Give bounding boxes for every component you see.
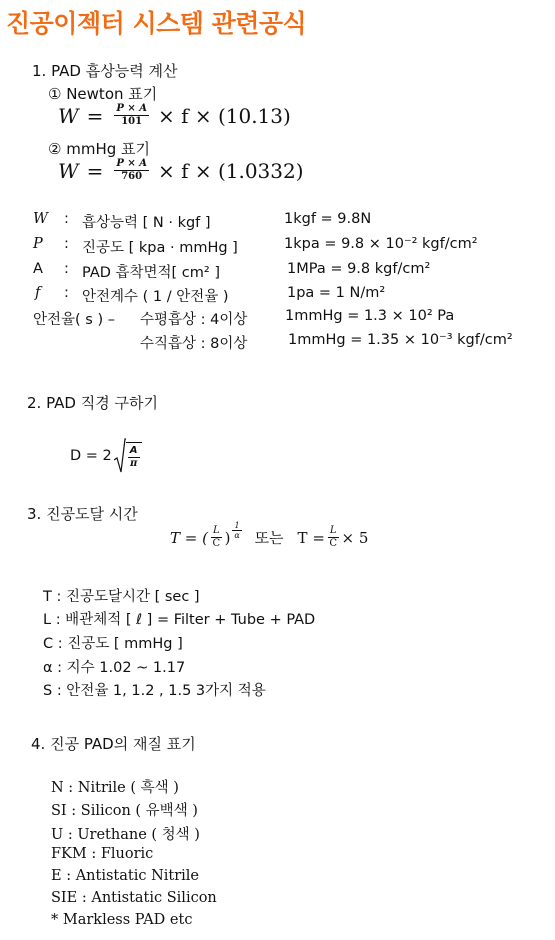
eq2-numerator: P × A — [116, 158, 147, 169]
sqrt-denominator: π — [129, 458, 138, 469]
def-desc: 흡상능력 [ N · kgf ] — [82, 215, 211, 231]
diameter-formula — [70, 438, 142, 474]
page-title: 진공이젝터 시스템 관련공식 — [6, 9, 307, 38]
time-lhs-2: T = — [297, 528, 325, 547]
or-label: 또는 — [254, 529, 284, 547]
material-item: FKM : Fluoric — [51, 846, 154, 862]
def-symbol: f — [35, 285, 41, 301]
time-def: L : 배관체적 [ ℓ ] = Filter + Tube + PAD — [43, 612, 316, 628]
def-row — [35, 285, 40, 301]
time-exponent — [232, 521, 241, 540]
def-desc: 진공도 [ kpa · mmHg ] — [82, 240, 238, 256]
time-numerator: L — [212, 525, 220, 536]
time-def: C : 진공도 [ mmHg ] — [43, 636, 183, 652]
time-def: α : 지수 1.02 ~ 1.17 — [43, 660, 186, 676]
eq2-denominator: 760 — [121, 171, 143, 182]
time-lhs: T = ( — [170, 528, 208, 547]
eq1-equals: = — [86, 103, 104, 128]
def-row — [33, 236, 43, 252]
section-2-heading: 2. PAD 직경 구하기 — [27, 394, 158, 412]
eq2-equals: = — [86, 158, 104, 183]
eq2-lhs: W — [58, 158, 79, 183]
time-close-paren: ) — [224, 528, 231, 547]
safety-label: 안전율( s ) – — [33, 312, 115, 328]
safety-vertical: 수직흡상 : 8이상 — [140, 336, 248, 352]
time-def: S : 안전율 1, 1.2 , 1.5 3가지 적용 — [43, 683, 266, 699]
def-conversion: 1kgf = 9.8N — [284, 211, 372, 227]
material-item: SI : Silicon ( 유백색 ) — [51, 803, 198, 819]
eq1-fraction — [114, 103, 149, 128]
def-conversion: 1MPa = 9.8 kgf/cm² — [287, 261, 431, 277]
material-item: U : Urethane ( 청색 ) — [51, 827, 200, 843]
eq2-fraction — [114, 158, 149, 183]
def-row — [33, 261, 43, 277]
exponent-denominator: α — [234, 531, 240, 540]
def-colon: : — [64, 236, 69, 252]
material-item: * Markless PAD etc — [51, 912, 193, 928]
sqrt-fraction — [126, 442, 142, 470]
def-row — [33, 211, 48, 227]
def-colon: : — [64, 211, 69, 227]
eq1-denominator: 101 — [121, 116, 143, 127]
section-3-heading: 3. 진공도달 시간 — [27, 505, 138, 523]
time-fraction-2 — [328, 525, 339, 550]
equation-mmhg — [58, 158, 304, 183]
time-rest: × 5 — [341, 528, 369, 547]
time-def: T : 진공도달시간 [ sec ] — [43, 589, 200, 605]
eq2-rest: × f × (1.0332) — [157, 158, 304, 183]
def-conversion: 1pa = 1 N/m² — [287, 285, 386, 301]
section-4-heading: 4. 진공 PAD의 재질 표기 — [31, 735, 196, 753]
safety-horizontal-conversion: 1mmHg = 1.3 × 10² Pa — [285, 308, 455, 324]
sqrt-numerator: A — [129, 445, 138, 456]
equation-newton — [58, 103, 291, 128]
safety-vertical-conversion: 1mmHg = 1.35 × 10⁻³ kgf/cm² — [288, 332, 513, 348]
def-symbol: A — [33, 261, 43, 277]
def-colon: : — [64, 261, 69, 277]
section-1-heading: 1. PAD 흡상능력 계산 — [32, 62, 178, 80]
def-desc: 안전계수 ( 1 / 안전율 ) — [82, 289, 229, 305]
def-colon: : — [64, 285, 69, 301]
exponent-numerator: 1 — [234, 521, 240, 530]
def-conversion: 1kpa = 9.8 × 10⁻² kgf/cm² — [284, 236, 478, 252]
material-item: N : Nitrile ( 흑색 ) — [51, 780, 179, 796]
def-desc: PAD 흡착면적[ cm² ] — [82, 265, 220, 281]
time-denominator-2: C — [329, 538, 338, 549]
material-item: SIE : Antistatic Silicon — [51, 890, 217, 906]
mmhg-label: ② mmHg 표기 — [48, 140, 150, 158]
safety-horizontal: 수평흡상 : 4이상 — [140, 312, 248, 328]
def-symbol: W — [33, 211, 48, 227]
time-denominator: C — [212, 538, 221, 549]
time-numerator-2: L — [329, 525, 337, 536]
newton-label: ① Newton 표기 — [48, 85, 158, 103]
eq1-lhs: W — [58, 103, 79, 128]
def-symbol: P — [33, 236, 43, 252]
time-formula — [170, 521, 369, 550]
sqrt-symbol — [114, 438, 142, 474]
eq1-rest: × f × (10.13) — [157, 103, 291, 128]
material-item: E : Antistatic Nitrile — [51, 868, 200, 884]
diameter-lhs: D = 2 — [70, 448, 112, 464]
eq1-numerator: P × A — [116, 103, 147, 114]
time-fraction — [211, 525, 222, 550]
